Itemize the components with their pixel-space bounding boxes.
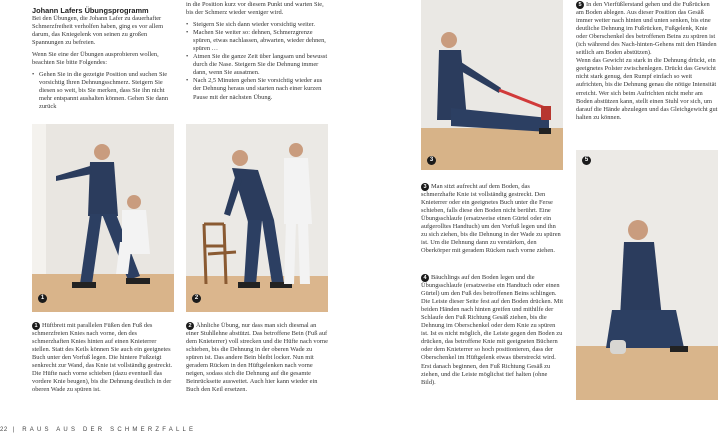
exercise-photo-1 [32,124,174,312]
caption-number-badge: 5 [576,1,584,9]
caption-4 [421,274,563,391]
caption-text: Ähnliche Übung, nur dass man sich diesmal an einer Stuhllehne abstützt. Das betroffene Bein (Fuß auf dem Knieterrer) voll strecken und die Hüfte nach vorne schieben, bis die Dehnung in der oberen Wade zu spüren ist. Das andere Bein bleibt locker. Nun mit geradem Rücken in den Hüftgelenken nach vorne neigen, sodass sich die Dehnung auf die gesamte Beinrückseite ausweitet. Auch hier kann wieder ein Buch den Keil ersetzen. [186,322,328,394]
section-heading: Johann Lafers Übungsprogramm [32,6,149,15]
instructions-bullet-4: • Nach 2,5 Minuten gehen Sie vorsichtig wieder aus der Dehnung heraus und starten nach einer kurzen Pause mit der nächsten Übung. [186,77,328,101]
instructions-bullet-2: • Machen Sie weiter so: dehnen, Schmerzgrenze spüren, etwas nachlassen, abwarten, wieder dehnen, spüren … [186,29,328,53]
photo-number-badge: 1 [38,294,47,303]
page-number: 22 [0,427,8,433]
caption-5-continued: Wenn das Gewicht zu stark in die Dehnung drückt, ein geeignetes Polster zwischenlegen. Drückt das Gewicht nicht stark genug, den Rumpf einfach so weit aufrichten, bis die Dehnung genau die nötige Intensität erreicht. Wer sich beim Aufrichten nicht mehr am Boden abstützen kann, stellt einen Stuhl vor sich, um darauf die Hände abzulegen und das Gleichgewicht gut halten zu können. [576,57,718,121]
caption-5 [576,1,718,126]
caption-text: In den Vierfüßlerstand gehen und die Fußrücken am Boden ablegen. Aus dieser Position das Gesäß immer weiter nach hinten und unten senken, bis eine deutliche Dehnung im Fußrücken, Fußgelenk, Knie oder Oberschenkel des betroffenen Beins zu spüren ist (ich während des Nach-hinten-Gehens mit den Händen seitlich am Boden abstützen). [576,1,717,57]
caption-text: Man sitzt aufrecht auf dem Boden, das schmerzhafte Knie ist vollständig gestreckt. Den Knieterrer oder ein geeignetes Buch unter die Ferse schieben, falls diese den Boden nicht berührt. Eine Übungsschlaufe (ersatzweise einen Gürtel oder ein aufgerolltes Handtuch) um den Vorfuß legen und ihn zu sich ziehen, bis die Dehnung in der Wade zu spüren ist. Um die Dehnung dann zu verstärken, den Oberkörper mit geradem Rücken nach vorne ziehen. [421,183,561,255]
instructions-column [186,1,328,106]
running-title: RAUS AUS DER SCHMERZFALLE [22,427,197,433]
exercise-photo-3 [421,0,563,170]
caption-text: Bäuchlings auf den Boden legen und die Übungsschlaufe (ersatzweise ein Handtuch oder einen Gürtel) um den Fuß des betroffenen Beins schlingen. Die Leiste dieser Seite fest auf den Boden drücken. Mit beiden Händen nach hinten greifen und mithilfe der Schlaufe den Fuß Richtung Gesäß ziehen, bis die Dehnung im Oberschenkel oder dem Knie zu spüren ist. Ist es nicht möglich, die Leiste gegen den Boden zu drücken, das betroffene Knie mit geeigneten Büchern oder dem Knieterrer so hoch positionieren, dass der Oberschenkel im Hüftgelenk etwas überstreckt wird. Erst danach beginnen, den Fuß Richtung Gesäß zu ziehen, und die Leiste möglichst tief halten (ohne Bild). [421,274,563,386]
caption-number-badge: 3 [421,183,429,191]
intro-paragraph-1: Bei den Übungen, die Johann Lafer zu dauerhafter Schmerzfreiheit verholfen haben, ging es vor allem darum, das Kniegelenk von seinen zu großen Spannungen zu befreien. [32,15,164,47]
page-footer [0,427,196,433]
instructions-bullet-1: • Steigern Sie sich dann wieder vorsichtig weiter. [186,21,328,29]
caption-3 [421,183,563,259]
caption-text: Hüftbreit mit parallelen Füßen den Fuß des schmerzfreien Knies nach vorne, den des schmerzhaften Knies hinten auf einen Knieterrer stellen. Statt des Keils können Sie auch ein geeignetes Buch unter den Vorfuß legen. Die hintere Fußzeigt senkrecht zur Wand, das Knie ist vollständig gestreckt. Die Hüfte nach vorne schieben (dazu eventuell das vordere Knie beugen), bis die Dehnung deutlich in der oberen Wade zu spüren ist. [32,322,173,394]
caption-number-badge: 1 [32,322,40,330]
intro-paragraph-2: Wenn Sie eine der Übungen ausprobieren wollen, beachten Sie bitte Folgendes: [32,51,159,67]
photo-number-badge: 2 [192,294,201,303]
caption-number-badge: 4 [421,274,429,282]
instructions-paragraph: in die Position kurz vor diesem Punkt und warten Sie, bis der Schmerz wieder weniger wird. [186,1,324,17]
photo-number-badge: 3 [427,156,436,165]
intro-bullet-1: • Gehen Sie in die gezeigte Position und suchen Sie vorsichtig Ihren Dehnungsschmerz. Steigern Sie diesen so weit, bis Sie merken, dass Sie ihn nicht mehr entspannt aushalten können. Gehen Sie dann zurück [32,71,174,111]
footer-separator: | [12,427,23,433]
instructions-bullet-3: • Atmen Sie die ganze Zeit über langsam und bewusst durch die Nase. Steigern Sie die Dehnung immer dann, wenn Sie ausatmen. [186,53,328,77]
intro-column [32,15,174,116]
photo-number-badge: 5 [582,156,591,165]
caption-1 [32,322,174,398]
exercise-photo-2 [186,124,328,312]
caption-2 [186,322,328,398]
exercise-photo-5 [576,150,718,400]
caption-number-badge: 2 [186,322,194,330]
